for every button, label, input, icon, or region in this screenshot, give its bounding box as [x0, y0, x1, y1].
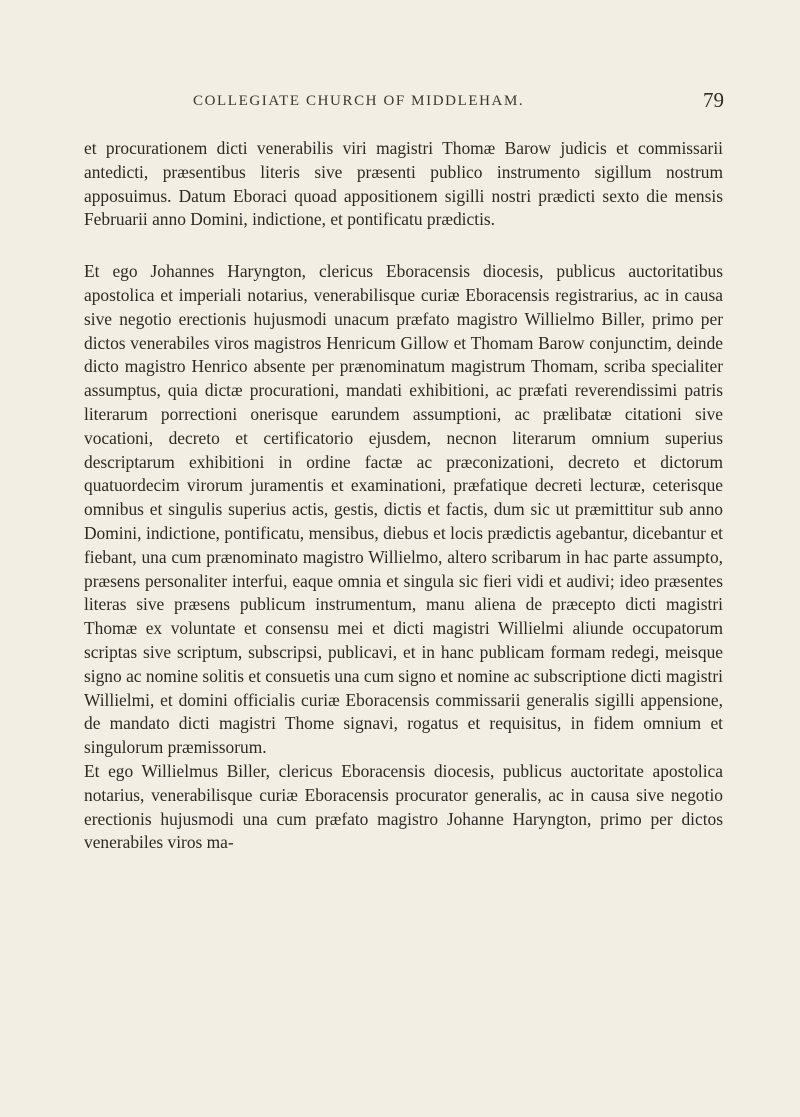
paragraph-3: Et ego Willielmus Biller, clericus Eboracensis diocesis, publicus auctoritate apostolica notarius, venerabilisque curiæ Eboracensis procurator generalis, ac in causa sive negotio erectionis hujusmodi una cum præfato magistro Johanne Haryngton, primo per dictos venerabiles viros ma-: [84, 760, 723, 853]
paragraph-1: et procurationem dicti venerabilis viri magistri Thomæ Barow judicis et commissarii antedicti, præsentibus literis sive præsenti publico instrumento sigillum nostrum apposuimus. Datum Eboraci quoad appositionem sigilli nostri prædicti sexto die mensis Februarii anno Domini, indictione, et pontificatu prædictis.: [84, 138, 723, 230]
paragraph-gap: [84, 232, 723, 260]
body-text: [84, 137, 723, 855]
running-title: COLLEGIATE CHURCH OF MIDDLEHAM.: [193, 93, 525, 109]
running-head: [84, 88, 724, 121]
paragraph-2: Et ego Johannes Haryngton, clericus Eboracensis diocesis, publicus auctoritatibus apostolica et imperiali notarius, venerabilisque curiæ Eboracensis registrarius, ac in causa sive negotio erectionis hujusmodi unacum præfato magistro Willielmo Biller, primo per dictos venerabiles viros magistros Henricum Gillow et Thomam Barow conjunctim, deinde dicto magistro Henrico absente per prænominatum magistrum Thomam, scriba specialiter assumptus, quia dictæ procurationi, mandati exhibitioni, ac præfati reverendissimi patris literarum porrectioni onerisque earundem assumptioni, ac prælibatæ citationi sive vocationi, decreto et certificatorio ejusdem, necnon literarum omnium superius descriptarum exhibitioni in ordine factæ ac præconizationi, decreto et dictorum quatuordecim virorum juramentis et examinationi, præfatique decreti lecturæ, ceterisque omnibus et singulis superius actis, gestis, dictis et factis, dum sic ut præmittitur sub anno Domini, indictione, pontificatu, mensibus, diebus et locis prædictis agebantur, dicebantur et fiebant, una cum prænominato magistro Willielmo, altero scribarum in hac parte assumpto, præsens personaliter interfui, eaque omnia et singula sic fieri vidi et audivi; ideo præsentes literas sive præsens publicum instrumentum, manu aliena de præcepto dicti magistri Thomæ ex voluntate et consensu mei et dicti magistri Willielmi aliunde occupatorum scriptas sive scriptum, subscripsi, publicavi, et in hanc publicam formam redegi, meisque signo ac nomine solitis et consuetis una cum signo et nomine ac subscriptione dicti magistri Willielmi, et domini officialis curiæ Eboracensis commissarii generalis sigilli appensione, de mandato dicti magistri Thome signavi, rogatus et requisitus, in fidem omnium et singulorum præmissorum.: [84, 261, 723, 758]
page-number: 79: [703, 88, 724, 112]
